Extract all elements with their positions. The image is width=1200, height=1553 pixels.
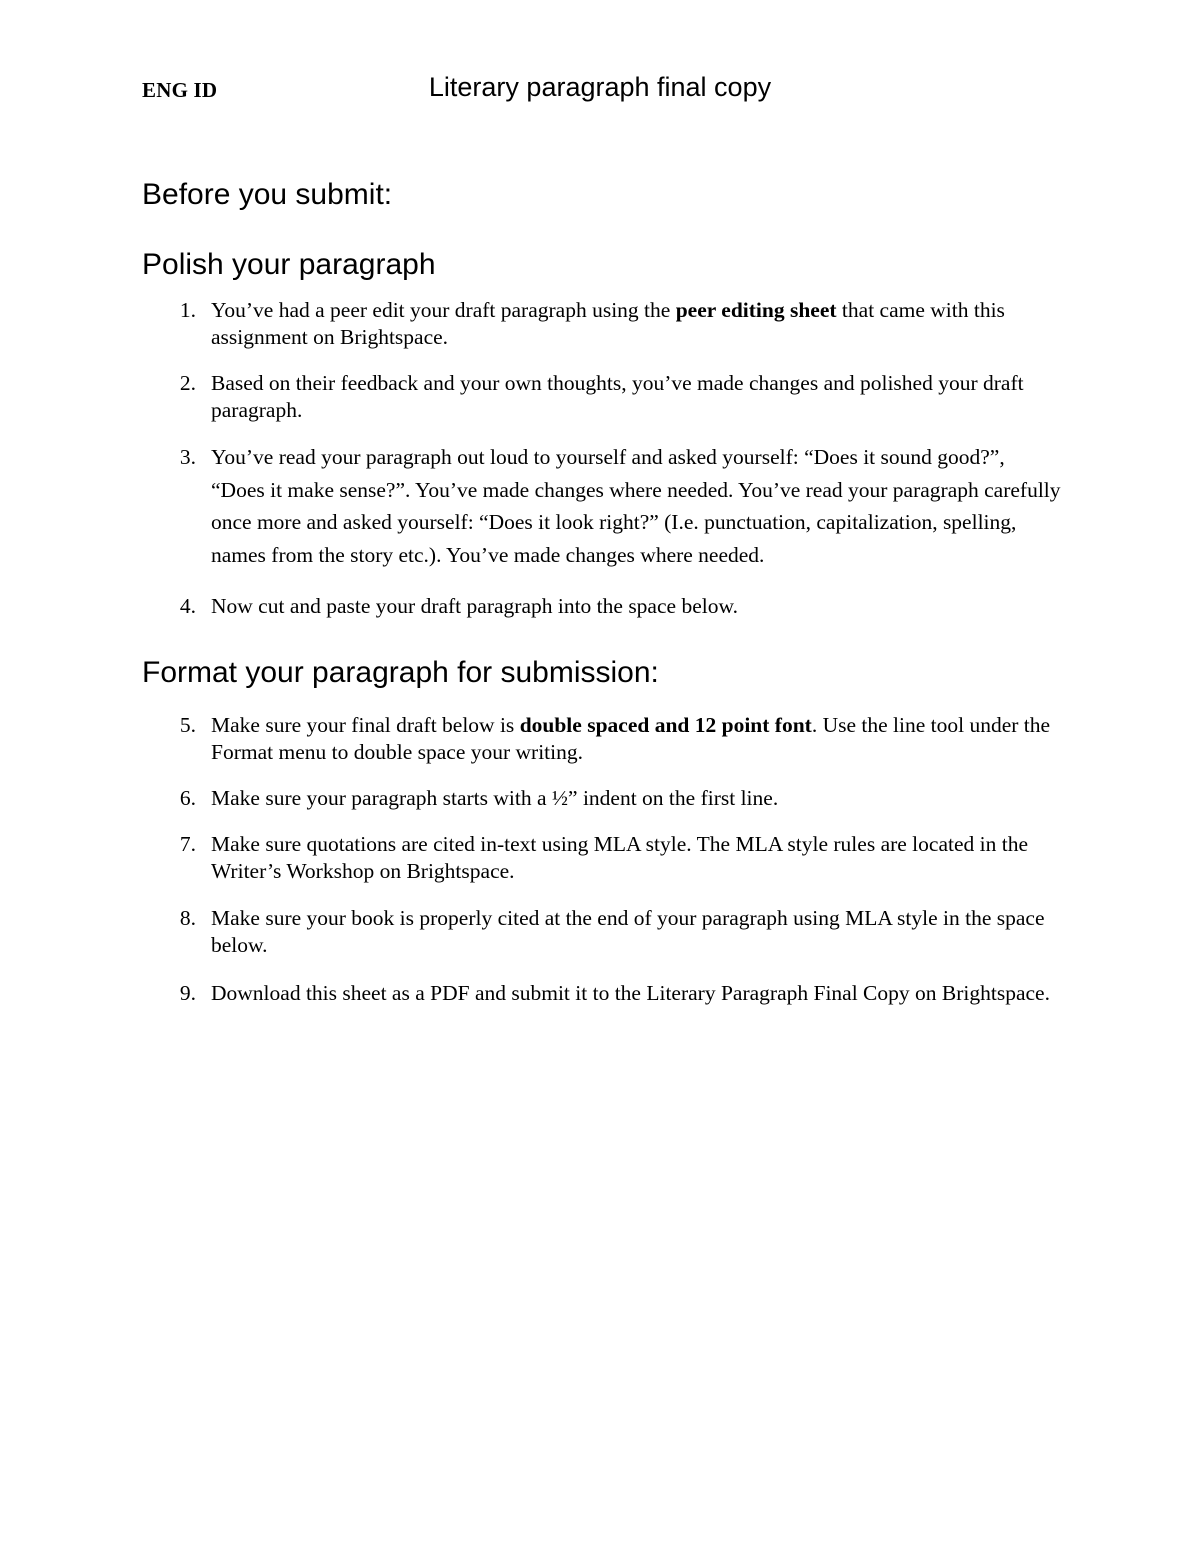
list-item-number: 9. xyxy=(179,981,196,1005)
list-item-text: You’ve read your paragraph out loud to yourself and asked yourself: “Does it sound good?”, “Does it make sense?”. You’ve made changes where needed. You’ve read your paragraph carefully once more and asked yourself: “Does it look right?” (I.e. punctuation, capitalization, spelling, names from the story etc.). You’ve made changes where needed. xyxy=(211,445,1061,567)
list-item-4 xyxy=(142,593,1062,620)
list-item-bold-text: double spaced and 12 point font xyxy=(519,713,812,737)
list-item-text xyxy=(211,297,1062,351)
list-item-number: 8. xyxy=(179,906,196,930)
list-item-text: Make sure your paragraph starts with a ½” indent on the first line. xyxy=(211,786,779,810)
document-title: Literary paragraph final copy xyxy=(428,72,772,102)
list-item-1 xyxy=(142,297,1062,351)
list-item-6 xyxy=(142,785,1062,812)
list-item-3 xyxy=(142,441,1062,571)
list-item-text-part: that came with this assignment on Brightspace. xyxy=(211,298,1005,349)
course-label: ENG ID xyxy=(142,78,218,102)
list-item-number: 6. xyxy=(179,786,196,810)
list-item-text-part: . Use the line tool under the Format menu to double space your writing. xyxy=(211,713,1051,764)
list-item-5 xyxy=(142,712,1062,766)
list-item-text: Download this sheet as a PDF and submit it to the Literary Paragraph Final Copy on Brightspace. xyxy=(211,981,1050,1005)
heading-format: Format your paragraph for submission: xyxy=(142,656,659,689)
list-item-text: Make sure your book is properly cited at the end of your paragraph using MLA style in the space below. xyxy=(211,906,1045,957)
list-item-text: Based on their feedback and your own thoughts, you’ve made changes and polished your draft paragraph. xyxy=(211,371,1024,422)
heading-polish: Polish your paragraph xyxy=(142,248,436,281)
list-item-2 xyxy=(142,370,1062,424)
list-item-number: 1. xyxy=(179,298,196,322)
list-item-7 xyxy=(142,831,1062,885)
list-item-number: 4. xyxy=(179,594,196,618)
list-item-text: Make sure quotations are cited in-text using MLA style. The MLA style rules are located in the Writer’s Workshop on Brightspace. xyxy=(211,832,1028,883)
list-item-text-part: You’ve had a peer edit your draft paragraph using the xyxy=(211,298,676,322)
list-item-bold-text: peer editing sheet xyxy=(675,298,837,322)
list-item-9 xyxy=(142,980,1062,1007)
heading-before-submit: Before you submit: xyxy=(142,178,393,211)
list-item-text-part: Make sure your final draft below is xyxy=(211,713,520,737)
list-item-number: 7. xyxy=(179,832,196,856)
list-item-8 xyxy=(142,905,1062,959)
list-item-text xyxy=(211,712,1062,766)
list-item-number: 2. xyxy=(179,371,196,395)
list-item-text: Now cut and paste your draft paragraph into the space below. xyxy=(211,594,738,618)
list-item-number: 3. xyxy=(179,445,196,469)
list-item-number: 5. xyxy=(179,713,196,737)
